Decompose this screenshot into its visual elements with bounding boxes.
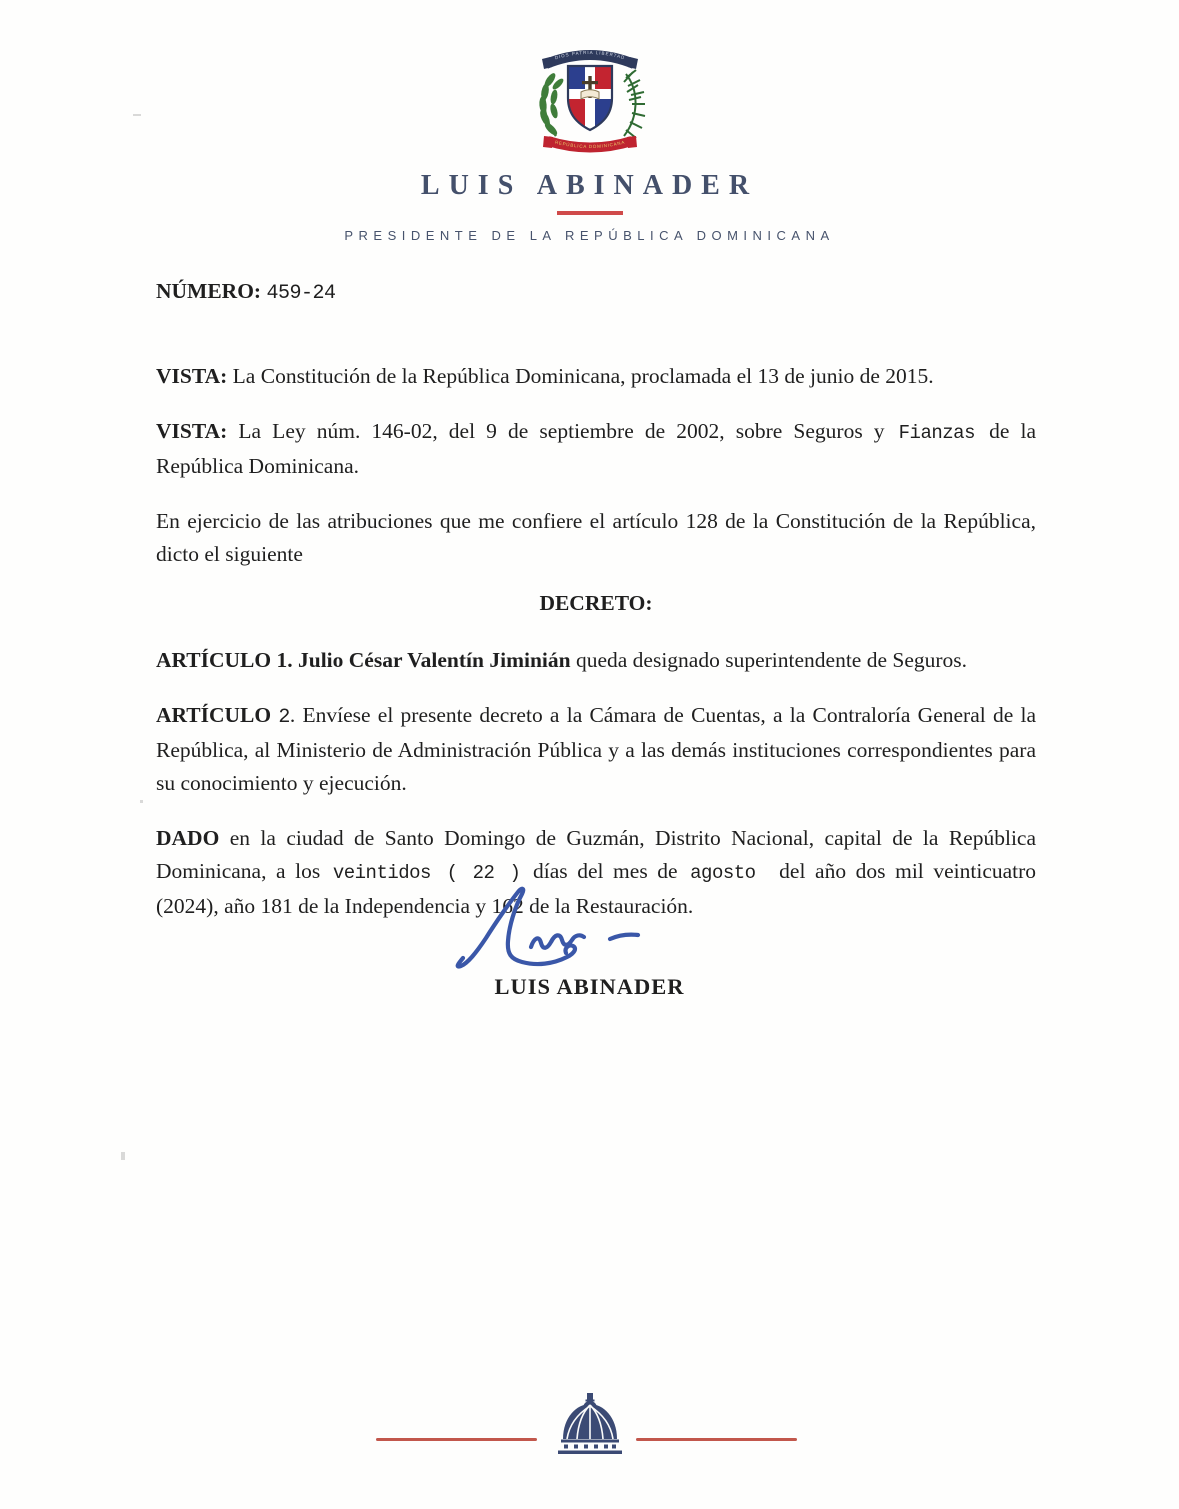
motto-top-text: DIOS PATRIA LIBERTAD [553, 49, 626, 61]
decree-body [156, 275, 1036, 945]
signatory-name: LUIS ABINADER [494, 974, 685, 999]
dado-typed-day-number: ( 22 ) [446, 862, 521, 884]
dado-seg2: días del mes de [532, 859, 678, 883]
decree-number-value: 459-24 [266, 282, 336, 305]
scan-speck [133, 114, 141, 116]
articulo-2-paragraph [156, 699, 1036, 800]
vista2-text-post: de la República Dominicana. [156, 419, 1037, 478]
articulo1-label: ARTÍCULO 1. [156, 648, 293, 672]
national-palace-dome-icon [552, 1392, 628, 1458]
handwritten-signature [455, 876, 660, 976]
articulo1-text: queda designado superintendente de Seguros. [575, 648, 968, 672]
vista-paragraph-1 [156, 360, 1036, 393]
articulo2-text: . Envíese el presente decreto a la Cámara de Cuentas, a la Contraloría General de la República, al Ministerio de Administración Pública y a las demás instituciones correspondientes para su conocimiento y ejecución. [156, 703, 1036, 795]
dominican-coat-of-arms [512, 40, 668, 162]
vista2-text-pre: La Ley núm. 146-02, del 9 de septiembre de 2002, sobre Seguros y [238, 419, 885, 443]
laurel-branch [538, 71, 565, 137]
motto-bottom-text: REPÚBLICA DOMINICANA [553, 139, 626, 150]
dado-seg3: del año dos mil veinticuatro (2024), año 181 de la Independencia y 162 de la Restauración. [156, 859, 1037, 918]
vista1-label: VISTA: [156, 364, 228, 388]
decreto-heading: DECRETO: [539, 591, 653, 615]
scan-speck [121, 1152, 125, 1160]
palm-branch [624, 70, 645, 138]
red-divider-rule [557, 211, 623, 215]
vista2-label: VISTA: [156, 419, 228, 443]
dado-seg1: en la ciudad de Santo Domingo de Guzmán, Distrito Nacional, capital de la República Dominicana, a los [156, 826, 1036, 883]
footer-left-rule [376, 1438, 537, 1441]
decree-number-line [156, 275, 1036, 310]
dado-label: DADO [156, 826, 220, 850]
scan-speck [140, 800, 143, 803]
intro-paragraph: En ejercicio de las atribuciones que me confiere el artículo 128 de la Constitución de la República, dicto el siguiente [156, 509, 1036, 566]
president-name-heading: LUIS ABINADER [420, 170, 759, 201]
footer-right-rule [636, 1438, 797, 1441]
articulo2-label: ARTÍCULO [156, 703, 272, 727]
articulo2-number: 2 [278, 706, 290, 729]
dado-typed-day-word: veintidos [332, 862, 431, 884]
articulo1-appointee-name: Julio César Valentín Jiminián [298, 648, 571, 672]
president-title-subtitle: PRESIDENTE DE LA REPÚBLICA DOMINICANA [344, 228, 835, 243]
footer [0, 1392, 1179, 1462]
decree-number-label: NÚMERO: [156, 279, 262, 303]
vista1-text: La Constitución de la República Dominicana, proclamada el 13 de junio de 2015. [232, 364, 934, 388]
vista2-typed-word: Fianzas [898, 422, 975, 444]
articulo-1-paragraph [156, 644, 1036, 677]
vista-paragraph-2 [156, 415, 1036, 483]
dado-typed-month: agosto [690, 862, 756, 884]
